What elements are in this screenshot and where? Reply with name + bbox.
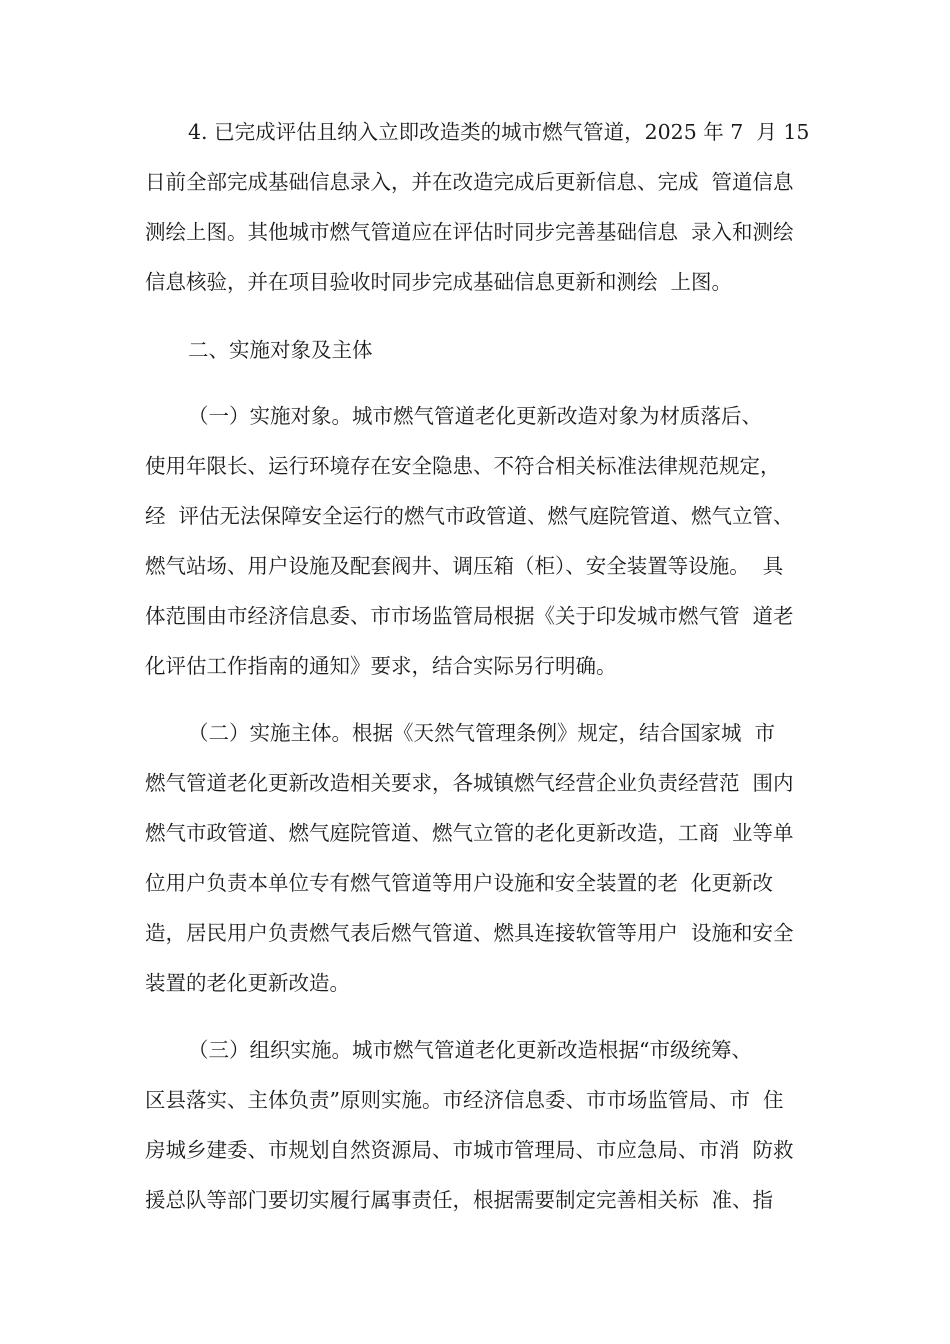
section-heading: 二、实施对象及主体 (188, 338, 373, 362)
paragraph-line: 房城乡建委、市规划自然资源局、市城市管理局、市应急局、市消 防救 (145, 1138, 794, 1162)
paragraph-line: 燃气管道老化更新改造相关要求，各城镇燃气经营企业负责经营范 围内 (145, 771, 794, 795)
paragraph-line: 位用户负责本单位专有燃气管道等用户设施和安全装置的老 化更新改 (145, 871, 774, 895)
paragraph-line: 装置的老化更新改造。 (145, 971, 350, 995)
paragraph-line: 信息核验，并在项目验收时同步完成基础信息更新和测绘 上图。 (145, 270, 733, 294)
paragraph-line: 日前全部完成基础信息录入，并在改造完成后更新信息、完成 管道信息 (145, 170, 794, 194)
paragraph-line: 援总队等部门要切实履行属事责任，根据需要制定完善相关标 准、指 (145, 1188, 774, 1212)
paragraph-line: 区县落实、主体负责”原则实施。市经济信息委、市市场监管局、市 住 (145, 1088, 784, 1112)
paragraph-line: 燃气市政管道、燃气庭院管道、燃气立管的老化更新改造，工商 业等单 (145, 821, 794, 845)
paragraph-line: 测绘上图。其他城市燃气管道应在评估时同步完善基础信息 录入和测绘 (145, 220, 794, 244)
paragraph-line: （二）实施主体。根据《天然气管理条例》规定，结合国家城 市 (188, 721, 776, 745)
paragraph-line: 化评估工作指南的通知》要求，结合实际另行明确。 (145, 654, 617, 678)
paragraph-line: 使用年限长、运行环境存在安全隐患、不符合相关标准法律规范规定， (145, 454, 781, 478)
paragraph-line: 体范围由市经济信息委、市市场监管局根据《关于印发城市燃气管 道老 (145, 604, 794, 628)
paragraph-line: （三）组织实施。城市燃气管道老化更新改造根据“市级统筹、 (188, 1038, 752, 1062)
paragraph-line: 燃气站场、用户设施及配套阀井、调压箱（柜）、安全装置等设施。 具 (145, 554, 784, 578)
paragraph-line: 经 评估无法保障安全运行的燃气市政管道、燃气庭院管道、燃气立管、 (145, 504, 794, 528)
paragraph-line: （一）实施对象。城市燃气管道老化更新改造对象为材质落后、 (188, 404, 762, 428)
paragraph-line: 造，居民用户负责燃气表后燃气管道、燃具连接软管等用户 设施和安全 (145, 921, 794, 945)
paragraph-line: 4. 已完成评估且纳入立即改造类的城市燃气管道，2025 年 7 月 15 (188, 120, 810, 144)
